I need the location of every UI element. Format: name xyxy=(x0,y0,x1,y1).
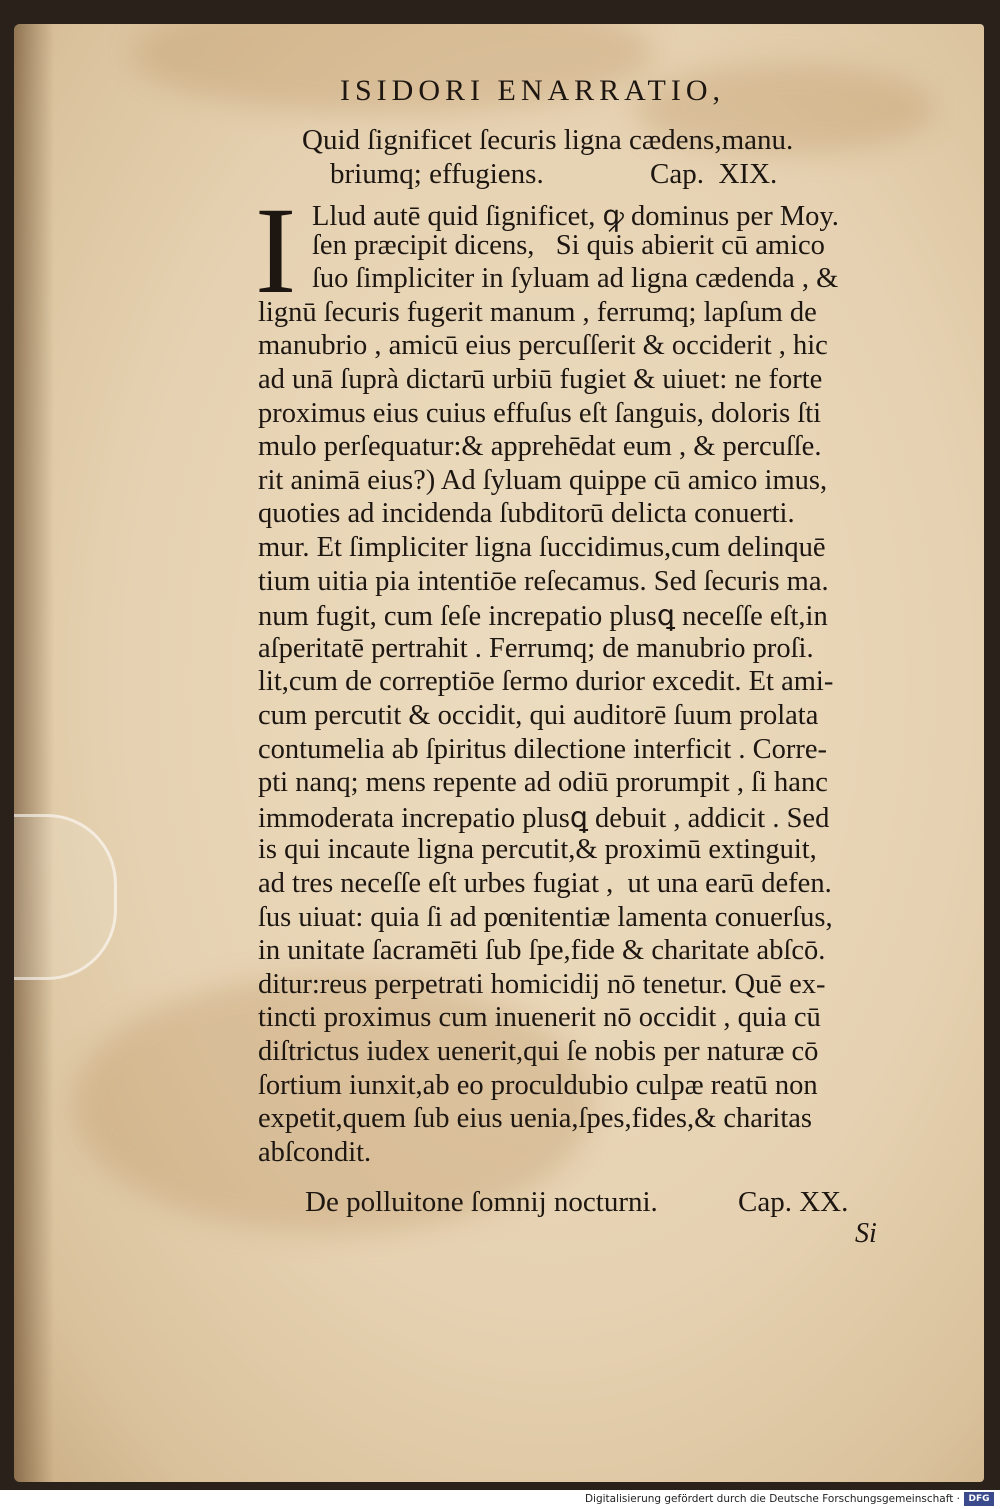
text-line: mur. Et ſimpliciter ligna ſuccidimus,cum delinquē xyxy=(258,532,826,563)
text-line: aſperitatē pertrahit . Ferrumq; de manubrio proſi. xyxy=(258,632,814,664)
running-head: ISIDORI ENARRATIO, xyxy=(340,74,725,107)
drop-cap: I xyxy=(255,182,297,319)
text-line: lit,cum de correptiōe ſermo durior excedit. Et ami- xyxy=(258,666,834,698)
text-line: quoties ad incidenda ſubditorū delicta conuerti. xyxy=(258,498,795,530)
text-line: Llud autē quid ſignificet, ꝙ dominus per Moy. xyxy=(312,201,839,232)
footer-credit: Digitalisierung gefördert durch die Deutsche Forschungsgemeinschaft · xyxy=(584,1493,960,1505)
text-line: ſuo ſimpliciter in ſyluam ad ligna cædenda , & xyxy=(312,263,839,295)
chapter-xix-title-line2: briumq; effugiens. xyxy=(330,158,544,190)
text-line: rit animā eius?) Ad ſyluam quippe cū amico imus, xyxy=(258,464,828,496)
text-line: expetit,quem ſub eius uenia,ſpes,fides,& charitas xyxy=(258,1103,813,1135)
text-line: tincti proximus cum inuenerit nō occidit , quia cū xyxy=(258,1002,821,1034)
text-line: is qui incaute ligna percutit,& proximū extinguit, xyxy=(258,834,817,866)
text-line: ditur:reus perpetrati homicidij nō tenetur. Quē ex- xyxy=(258,968,826,1000)
page-clip xyxy=(14,814,117,980)
chapter-xix-label: Cap. XIX. xyxy=(650,158,778,190)
text-line: tium uitia pia intentiōe reſecamus. Sed ſecuris ma. xyxy=(258,565,829,597)
chapter-xx-label: Cap. XX. xyxy=(738,1186,849,1218)
text-line: abſcondit. xyxy=(258,1136,372,1168)
text-line: ſortium iunxit,ab eo proculdubio culpæ reatū non xyxy=(258,1069,818,1101)
text-line: ad unā ſuprà dictarū urbiū fugiet & uiuet: ne forte xyxy=(258,364,823,395)
text-line: proximus eius cuius effuſus eſt ſanguis, doloris ſti xyxy=(258,397,822,429)
text-line: lignū ſecuris fugerit manum , ferrumq; lapſum de xyxy=(258,296,817,328)
text-line: immoderata increpatio plusꝗ debuit , addicit . Sed xyxy=(258,802,830,834)
text-line: ſen præcipit dicens, Si quis abierit cū amico xyxy=(312,229,825,261)
text-line: pti nanq; mens repente ad odiū prorumpit , ſi hanc xyxy=(258,767,828,799)
text-line: cum percutit & occidit, qui auditorē ſuum prolata xyxy=(258,700,819,731)
text-line: diſtrictus iudex uenerit,qui ſe nobis per naturæ cō xyxy=(258,1036,819,1067)
catchword: Si xyxy=(855,1218,877,1249)
chapter-xix-title-line1: Quid ſignificet ſecuris ligna cædens,manu. xyxy=(302,124,794,156)
text-line: contumelia ab ſpiritus dilectione interficit . Corre- xyxy=(258,733,828,765)
text-line: manubrio , amicū eius percuſſerit & occiderit , hic xyxy=(258,330,828,362)
text-line: ad tres neceſſe eſt urbes fugiat , ut una earū defen. xyxy=(258,868,832,899)
chapter-xx-title: De polluitone ſomnij nocturni. xyxy=(305,1186,658,1218)
dfg-logo: DFG xyxy=(964,1492,994,1506)
page-gutter-shadow xyxy=(14,24,54,1482)
text-line: mulo perſequatur:& apprehēdat eum , & percuſſe. xyxy=(258,431,822,463)
text-line: in unitate ſacramēti ſub ſpe,fide & charitate abſcō. xyxy=(258,935,826,967)
text-line: ſus uiuat: quia ſi ad pœnitentiæ lamenta conuerſus, xyxy=(258,901,833,933)
text-line: num fugit, cum ſeſe increpatio plusꝗ neceſſe eſt,in xyxy=(258,601,828,633)
